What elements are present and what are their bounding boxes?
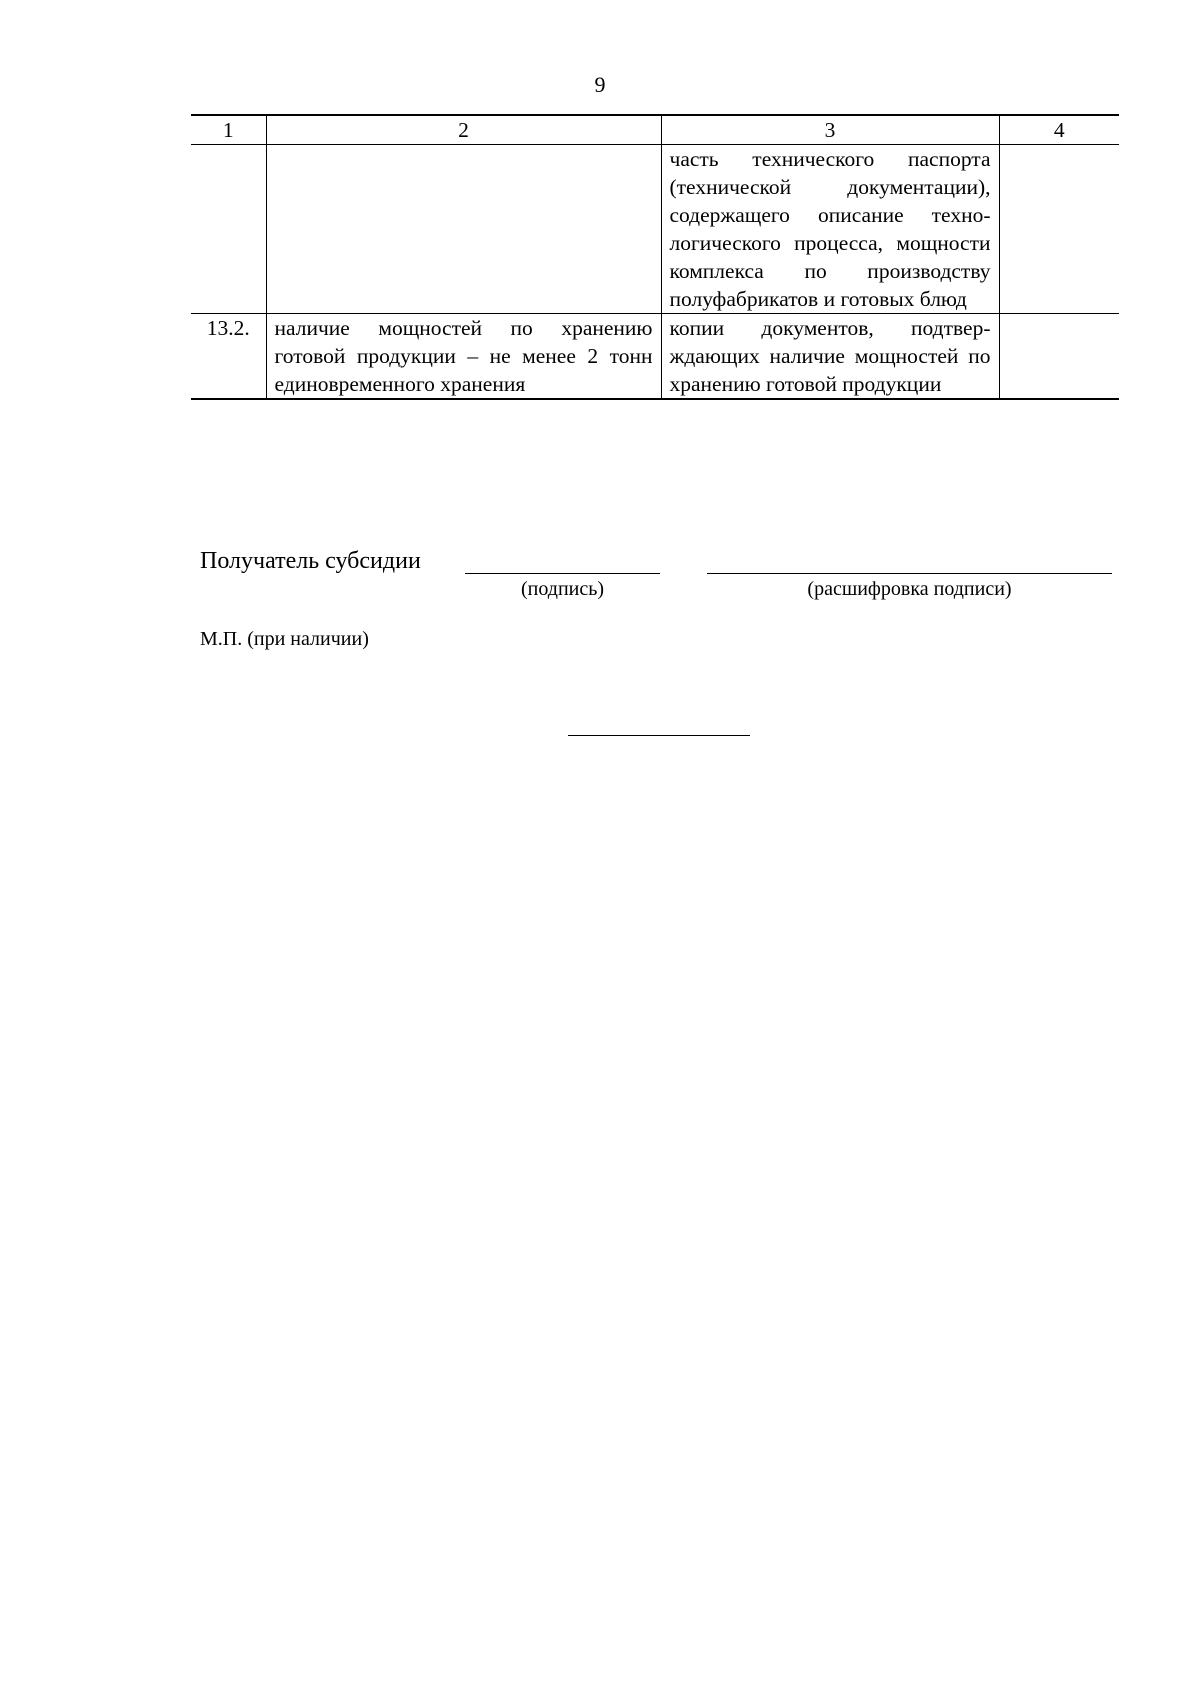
document-cell: копии документов, подтверждающих наличие мощностей по хранению готовой продукции <box>661 314 999 400</box>
requirements-table <box>191 114 1119 400</box>
document-cell: часть технического паспорта (технической документации), содержащего описание технологического процесса, мощности комплекса по производству полуфабрикатов и готовых блюд <box>661 145 999 314</box>
signature-line <box>465 573 660 574</box>
signature-decryption-line <box>707 573 1112 574</box>
row-number <box>191 145 266 314</box>
table-header-row <box>191 115 1119 145</box>
header-cell-4: 4 <box>999 115 1119 145</box>
header-cell-2: 2 <box>266 115 661 145</box>
signature-decryption-caption: (расшифровка подписи) <box>807 578 1012 600</box>
stamp-note: М.П. (при наличии) <box>200 628 369 650</box>
recipient-label: Получатель субсидии <box>200 548 421 574</box>
row-number: 13.2. <box>191 314 266 400</box>
table-row <box>191 314 1119 400</box>
header-cell-1: 1 <box>191 115 266 145</box>
header-cell-3: 3 <box>661 115 999 145</box>
note-cell <box>999 314 1119 400</box>
requirement-cell <box>266 145 661 314</box>
table-row <box>191 145 1119 314</box>
end-divider <box>568 735 750 736</box>
note-cell <box>999 145 1119 314</box>
page-number: 9 <box>594 72 606 97</box>
signature-caption: (подпись) <box>520 578 605 600</box>
requirement-cell: наличие мощностей по хранению готовой продукции – не менее 2 тонн единовременного хранения <box>266 314 661 400</box>
